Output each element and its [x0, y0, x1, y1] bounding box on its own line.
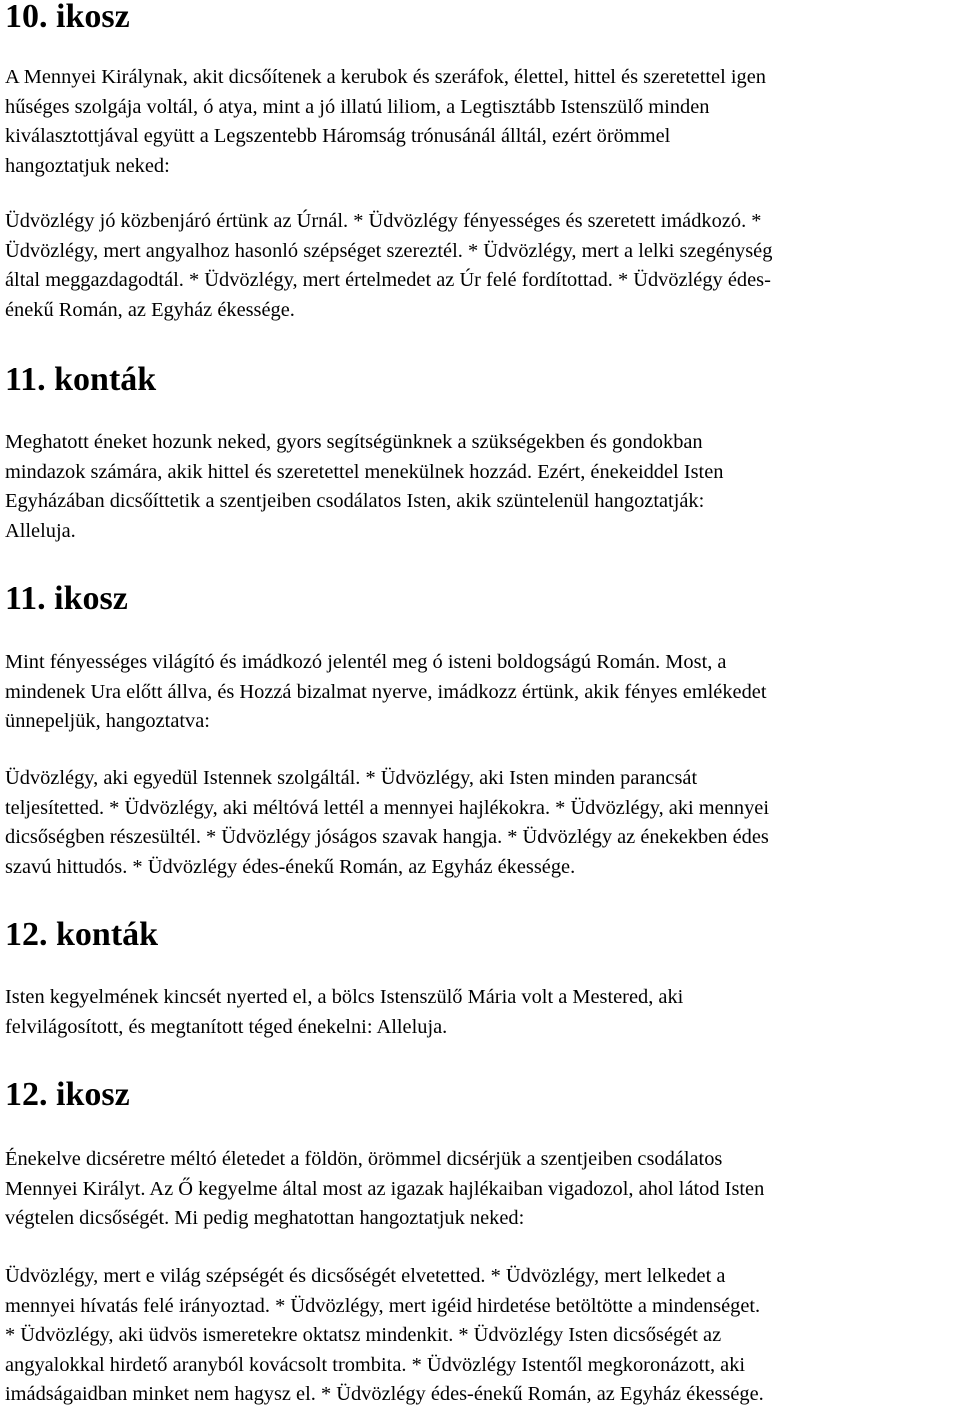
text-line: Mint fényességes világító és imádkozó jelentél meg ó isteni boldogságú Román. Most, a	[5, 651, 727, 673]
text-line: Egyházában dicsőíttetik a szentjeiben csodálatos Isten, akik szüntelenül hangoztatják:	[5, 490, 705, 512]
text-line: felvilágosított, és megtanított téged énekelni: Alleluja.	[5, 1015, 448, 1038]
text-line: kiválasztottjával együtt a Legszentebb Háromság trónusánál álltál, ezért örömmel	[5, 125, 671, 147]
text-line: által meggazdagodtál. * Üdvözlégy, mert értelmedet az Úr felé fordítottad. * Üdvözlégy édes-	[5, 269, 771, 291]
text-line: hűséges szolgája voltál, ó atya, mint a jó illatú liliom, a Legtisztább Istenszülő minden	[5, 95, 710, 118]
text-line: Üdvözlégy, aki egyedül Istennek szolgáltál. * Üdvözlégy, aki Isten minden parancsát	[5, 767, 698, 789]
text-line: Üdvözlégy jó közbenjáró értünk az Úrnál. * Üdvözlégy fényességes és szeretett imádkozó. *	[5, 210, 762, 232]
paragraph-ikosz-12-intro	[5, 1145, 764, 1234]
text-line: teljesítetted. * Üdvözlégy, aki méltóvá lettél a mennyei hajlékokra. * Üdvözlégy, aki mennyei	[5, 796, 770, 819]
text-line: dicsőségben részesültél. * Üdvözlégy jóságos szavak hangja. * Üdvözlégy az énekekben édes	[5, 826, 769, 848]
text-line: Isten kegyelmének kincsét nyerted el, a bölcs Istenszülő Mária volt a Mestered, aki	[5, 986, 684, 1008]
text-line: végtelen dicsőségét. Mi pedig meghatottan hangoztatjuk neked:	[5, 1207, 525, 1229]
text-line: angyalokkal hirdető aranyból kovácsolt trombita. * Üdvözlégy Istentől megkoronázott, aki	[5, 1353, 746, 1376]
text-line: Énekelve dicséretre méltó életedet a földön, örömmel dicsérjük a szentjeiben csodálatos	[5, 1148, 723, 1170]
text-line: szavú hittudós. * Üdvözlégy édes-énekű Román, az Egyház ékessége.	[5, 855, 576, 878]
paragraph-ikosz-11-greetings	[5, 764, 769, 882]
text-line: énekű Román, az Egyház ékessége.	[5, 298, 295, 321]
section-heading-ikosz-12: 12. ikosz	[5, 1076, 130, 1113]
text-line: mennyei hívatás felé irányoztad. * Üdvözlégy, mert igéid hirdetése betöltötte a mindenséget.	[5, 1294, 761, 1317]
section-heading-kontak-11: 11. konták	[5, 361, 157, 398]
paragraph-kontak-11	[5, 428, 723, 546]
text-line: Alleluja.	[5, 519, 76, 542]
paragraph-kontak-12	[5, 983, 683, 1042]
text-line: A Mennyei Királynak, akit dicsőítenek a kerubok és szeráfok, élettel, hittel és szeretettel igen	[5, 66, 766, 88]
text-line: mindazok számára, akik hittel és szeretettel menekülnek hozzád. Ezért, énekeiddel Isten	[5, 460, 724, 483]
paragraph-ikosz-10-intro	[5, 63, 766, 181]
section-heading-ikosz-10: 10. ikosz	[5, 0, 130, 35]
text-line: ünnepeljük, hangoztatva:	[5, 710, 210, 732]
paragraph-ikosz-10-greetings	[5, 207, 772, 325]
text-line: Mennyei Királyt. Az Ő kegyelme által most az igazak hajlékaiban vigadozol, ahol látod Isten	[5, 1177, 765, 1200]
paragraph-ikosz-12-greetings	[5, 1262, 764, 1410]
section-heading-kontak-12: 12. konták	[5, 916, 159, 953]
text-line: hangoztatjuk neked:	[5, 154, 170, 177]
section-heading-ikosz-11: 11. ikosz	[5, 580, 128, 617]
text-line: Üdvözlégy, mert angyalhoz hasonló szépséget szereztél. * Üdvözlégy, mert a lelki szegénység	[5, 239, 773, 262]
text-line: mindenek Ura előtt állva, és Hozzá bizalmat nyerve, imádkozz értünk, akik fényes emlékedet	[5, 680, 767, 703]
text-line: * Üdvözlégy, aki üdvös ismeretekre oktatsz mindenkit. * Üdvözlégy Isten dicsőségét az	[5, 1324, 722, 1346]
paragraph-ikosz-11-intro	[5, 648, 767, 737]
text-line: Üdvözlégy, mert e világ szépségét és dicsőségét elvetetted. * Üdvözlégy, mert lelkedet a	[5, 1265, 726, 1287]
text-line: Meghatott éneket hozunk neked, gyors segítségünknek a szükségekben és gondokban	[5, 431, 703, 453]
text-line: imádságaidban minket nem hagysz el. * Üdvözlégy édes-énekű Román, az Egyház ékessége.	[5, 1383, 764, 1405]
